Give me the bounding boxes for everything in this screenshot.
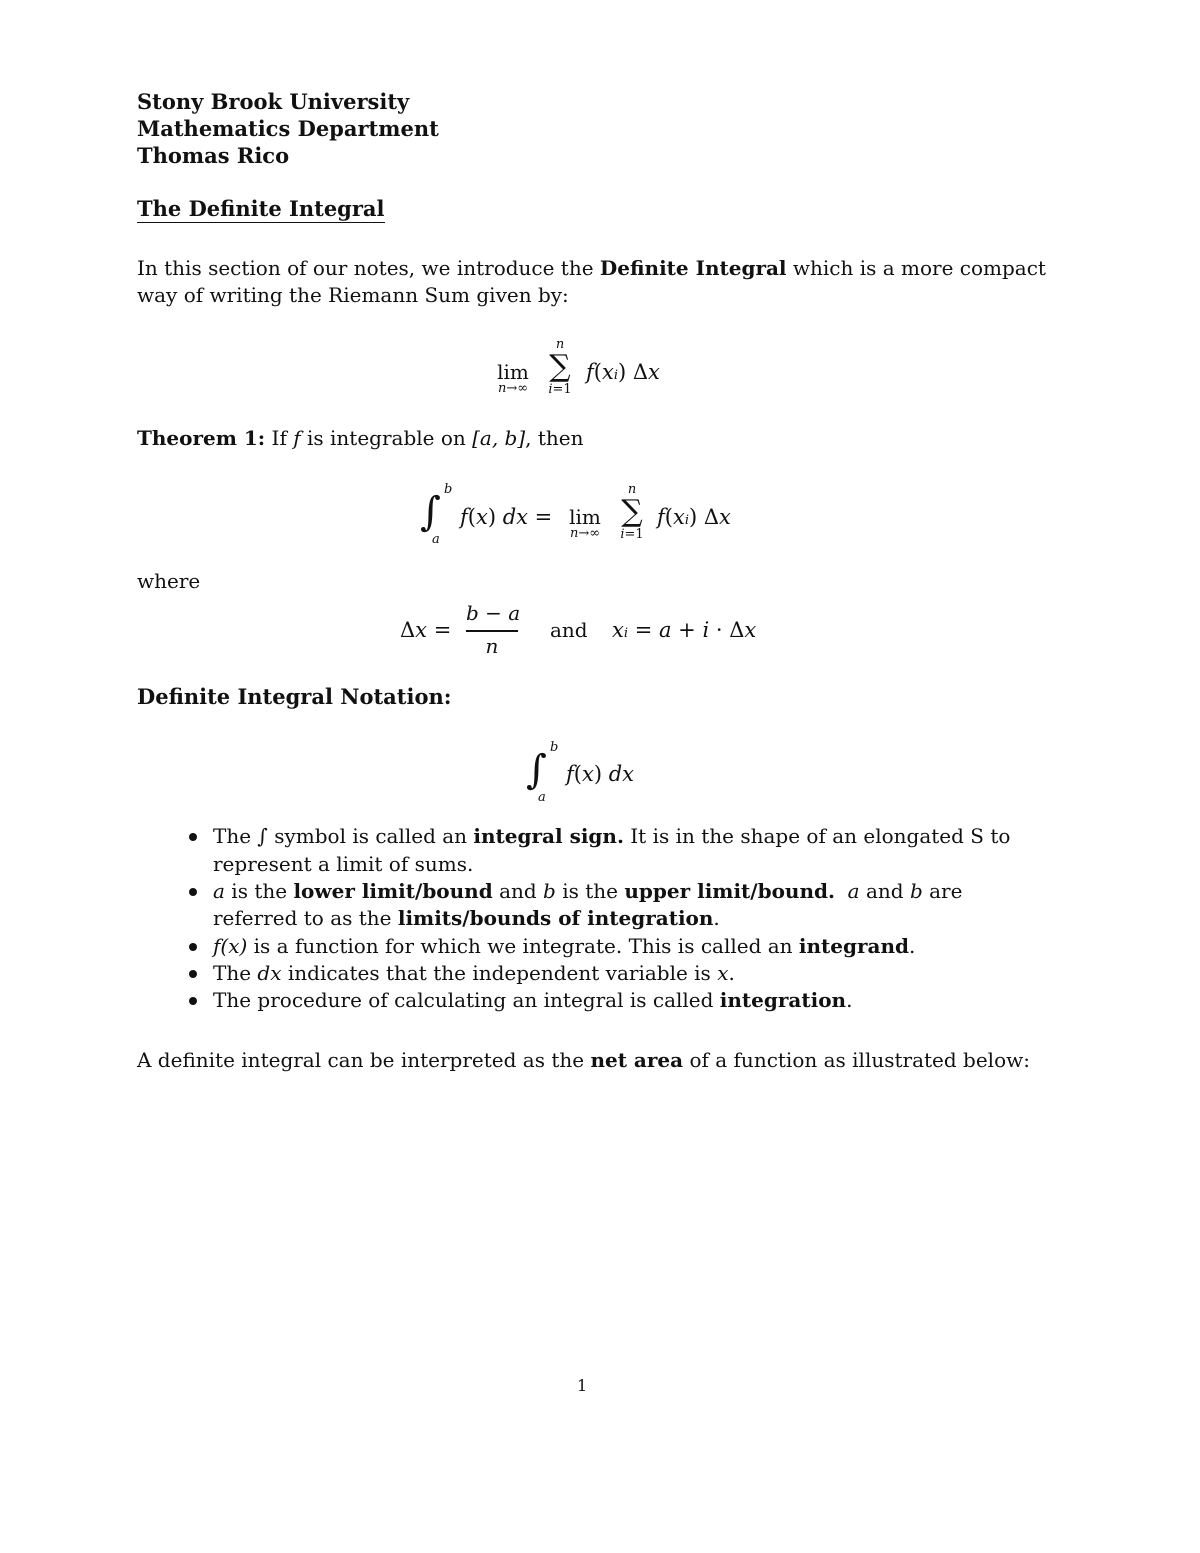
bullet-dot — [189, 943, 197, 951]
page-title: The Definite Integral — [137, 196, 385, 221]
document-page: Stony Brook University Mathematics Department Thomas Rico The Definite Integral In this section of our notes, we introduce the Definite Integral which is a more compact way of writing the Riemann Sum given by: lim n→∞ n ∑ i=1 f(xi) Δx Theorem 1: If f is integrable on [a, b], then ∫ b a f(x) dx = lim n→∞ n ∑ i=1 f(xi) Δx where Δx = b − a n and xi = a + i · Δx Definite Integral Notation: ∫ b a f(x) dx The ∫ symbol is called an integral sign. It is in the shape of an elongated S to represent a limit of sums. a is the lower limit/bound and b is the upper limit/bound. a and b are referred to as the limits/bounds of integration. f(x) is a function for which we integrate. This is called an integrand. The dx indicates that the independent variable is x. The procedure of calculating an integral is called integration. A definite integral can be interpreted as the net area of a function as illustrated below: 1 — [137, 89, 1046, 1395]
list-item-continuation: referred to as the limits/bounds of integration. — [213, 906, 720, 930]
theorem-1: Theorem 1: If f is integrable on [a, b], then — [137, 426, 584, 450]
intro-line-2: way of writing the Riemann Sum given by: — [137, 283, 569, 307]
where-label: where — [137, 569, 201, 593]
author-name: Thomas Rico — [137, 143, 290, 168]
bullet-dot — [189, 997, 197, 1005]
bullet-dot — [189, 833, 197, 841]
notation-heading: Definite Integral Notation: — [137, 684, 452, 709]
closing-paragraph: A definite integral can be interpreted as the net area of a function as illustrated below: — [137, 1048, 1030, 1072]
department-name: Mathematics Department — [137, 116, 439, 141]
list-item: The ∫ symbol is called an integral sign. It is in the shape of an elongated S to — [213, 824, 1011, 848]
bullet-dot — [189, 970, 197, 978]
intro-line-1: In this section of our notes, we introduce the Definite Integral which is a more compact — [137, 256, 1046, 280]
list-item: f(x) is a function for which we integrate. This is called an integrand. — [213, 934, 916, 958]
list-item: The procedure of calculating an integral is called integration. — [213, 988, 853, 1012]
list-item: The dx indicates that the independent variable is x. — [213, 961, 735, 985]
list-item: a is the lower limit/bound and b is the upper limit/bound. a and b are — [213, 879, 963, 903]
institution-name: Stony Brook University — [137, 89, 410, 114]
page-number: 1 — [577, 1376, 588, 1395]
bullet-dot — [189, 888, 197, 896]
and-label: and — [550, 618, 588, 642]
list-item-continuation: represent a limit of sums. — [213, 852, 474, 876]
